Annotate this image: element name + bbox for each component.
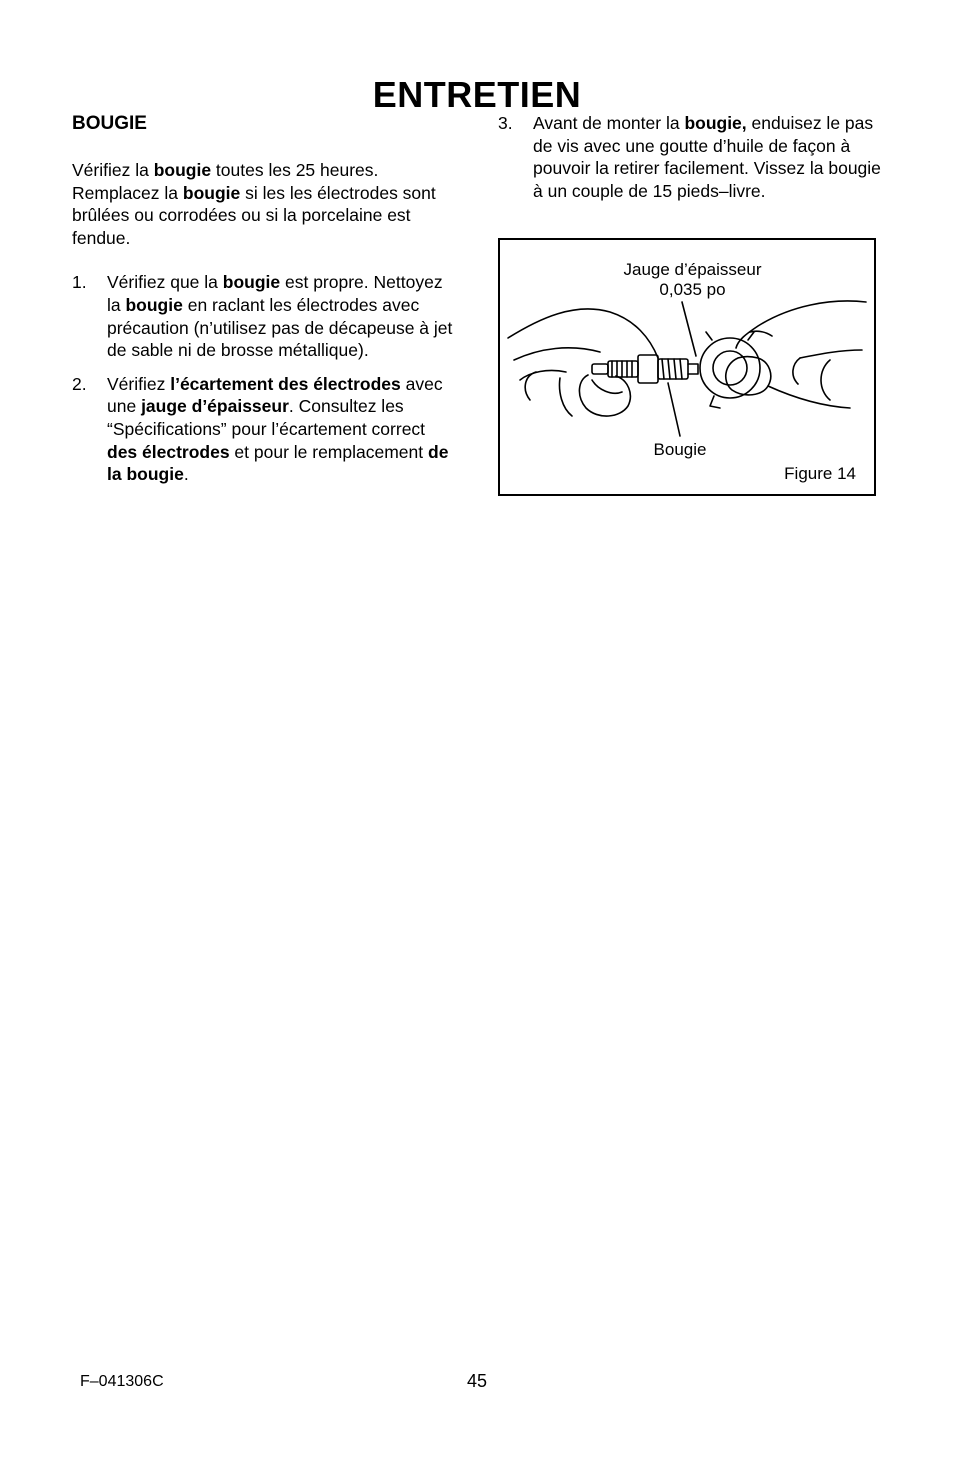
step-number: 2.: [72, 373, 87, 394]
bold-term: des électrodes: [107, 441, 230, 462]
figure-caption: Figure 14: [784, 464, 856, 483]
step-number: 1.: [72, 272, 87, 293]
text-run: Vérifiez la: [72, 160, 154, 180]
page-title: ENTRETIEN: [372, 74, 582, 115]
left-column: [72, 112, 460, 497]
text-run: .: [183, 464, 189, 485]
bold-term: l’écartement des électrodes: [170, 373, 401, 394]
text-run: en raclant les électrodes avec précaution (n’utilisez pas de décapeuse à jet de sable ni de brosse métallique).: [107, 294, 453, 361]
text-run: et pour le remplacement: [229, 441, 428, 462]
bold-term: bougie,: [684, 113, 747, 133]
text-run: Vérifiez que la: [107, 272, 223, 293]
steps-list-continued: [498, 112, 882, 202]
bold-term: bougie: [222, 272, 281, 293]
bold-term: de la bougie: [107, 441, 449, 485]
bold-term: bougie: [182, 182, 241, 203]
text-run: est propre. Nettoyez la: [107, 272, 443, 315]
page-number: 45: [466, 1371, 488, 1391]
right-column: [498, 112, 882, 213]
list-item: [72, 373, 460, 486]
text-run: toutes les 25 heures. Remplacez la: [72, 160, 379, 203]
text-run: avec une: [107, 373, 443, 417]
text-run: si les les électrodes sont brûlées ou corrodées ou si la porcelaine est fendue.: [72, 182, 436, 248]
section-heading: BOUGIE: [72, 113, 147, 134]
list-item: [498, 112, 882, 202]
steps-list: [72, 271, 460, 485]
gauge-label-line1: Jauge d’épaisseur: [623, 260, 762, 279]
step-text: [107, 374, 448, 484]
bold-term: bougie: [153, 160, 212, 180]
intro-paragraph: [72, 159, 460, 249]
text-run: Avant de monter la: [533, 113, 685, 133]
bold-term: jauge d’épaisseur: [141, 396, 289, 417]
document-code: F–041306C: [80, 1373, 164, 1390]
text-run: enduisez le pas de vis avec une goutte d’huile de façon à pouvoir la retirer facilement. Vissez la bougie à un couple de 15 pieds–livre.: [533, 113, 881, 201]
list-item: [72, 271, 460, 361]
step-text: [107, 272, 452, 360]
plug-label: Bougie: [653, 440, 707, 459]
figure-box: [498, 238, 876, 496]
step-number: 3.: [498, 113, 513, 133]
text-run: . Consultez les “Spécifications” pour l’écartement correct: [107, 396, 426, 439]
bold-term: bougie: [125, 294, 183, 315]
text-run: Vérifiez: [107, 373, 171, 394]
gauge-label-line2: 0,035 po: [659, 280, 726, 299]
step-text: [533, 113, 881, 201]
